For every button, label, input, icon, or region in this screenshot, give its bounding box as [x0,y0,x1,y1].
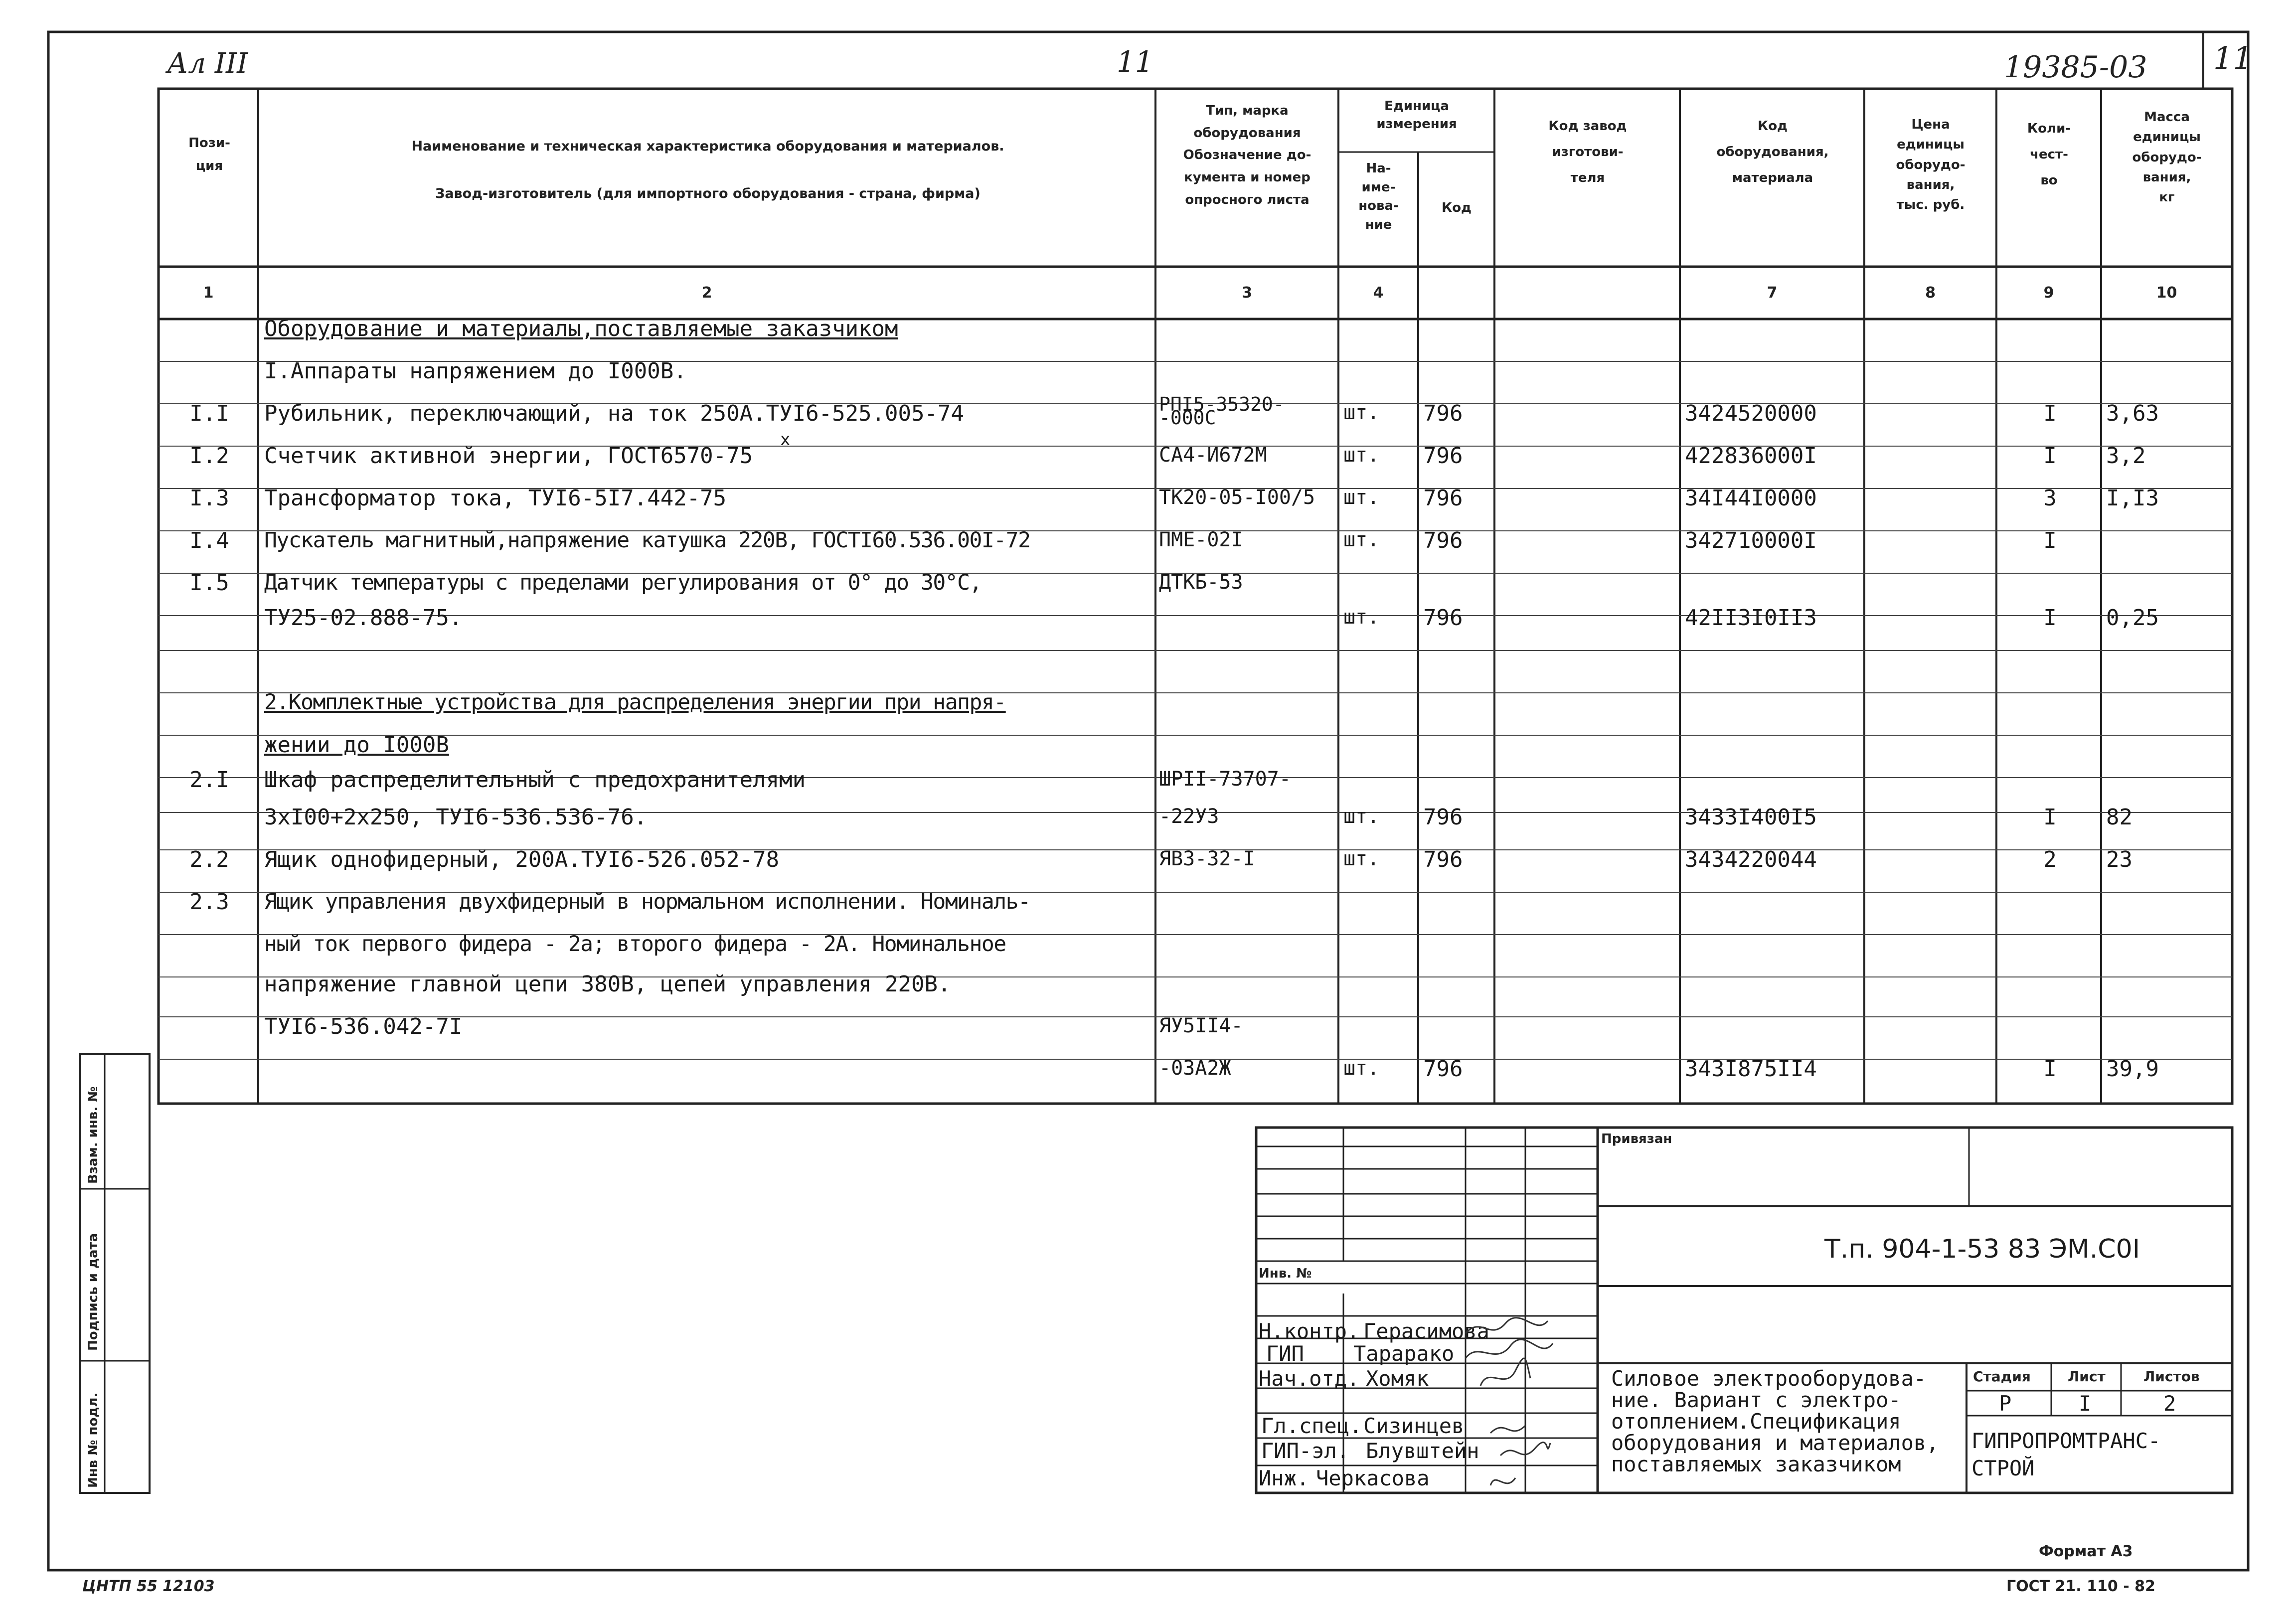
sheet-value: I [2079,1391,2092,1416]
cell-mat: 422836000I [1685,443,1817,469]
sheets-value: 2 [2163,1391,2176,1416]
doc-code: 19385-03 [2004,50,2147,85]
cell-qty: 2 [2043,847,2057,872]
inv-label: Инв. № [1259,1266,1312,1281]
header-type: Тип, марка оборудования Обозначение до- кумента и номер опросного листа [1183,103,1312,207]
cell-mat: 42II3I0II3 [1685,605,1817,631]
signer-role-2: Нач.отд. [1259,1366,1360,1391]
sheet-number: 11 [2213,40,2253,76]
bound-label: Привязан [1601,1132,1672,1146]
stamp-inv-replace: Взам. инв. № [86,1086,101,1184]
signer-name-2: Хомяк [1366,1366,1429,1391]
cell-name: Ящик однофидерный, 200А.ТУI6-526.052-78 [264,847,780,872]
cell-mass: 82 [2106,805,2132,830]
cell-code: 796 [1423,486,1463,511]
header-maker-code: Код завод изготови- теля [1548,119,1627,185]
sheet-mid-mark: 11 [1117,45,1153,79]
cell-code: 796 [1423,401,1463,426]
signer-name-3: Сизинцев [1363,1414,1465,1438]
org-line-2: СТРОЙ [1971,1456,2035,1480]
cell-pos: 2.I [189,767,229,793]
cell-name: Оборудование и материалы,поставляемые заказчиком [264,316,898,341]
cell-type: ТК20-05-I00/5 [1159,486,1315,509]
cell-unit: шт. [1343,528,1380,551]
title-line-1: ние. Вариант с электро- [1611,1388,1901,1412]
signer-role-3: Гл.спец. [1261,1414,1362,1438]
stage-label: Стадия [1973,1368,2031,1385]
signer-name-1: Тарарако [1353,1341,1455,1366]
cell-unit: шт. [1343,606,1380,629]
signer-name-4: Блувштейн [1366,1439,1479,1463]
header-mass: Масса единицы оборудо- вания, кг [2132,110,2202,205]
title-line-3: оборудования и материалов, [1611,1431,1939,1455]
cell-name: напряжение главной цепи 380В, цепей управления 220В. [264,971,951,997]
cell-code: 796 [1423,605,1463,631]
stamp-inv-orig: Инв № подл. [86,1392,101,1488]
cell-pos: I.5 [189,570,229,596]
sheet-left-mark: Ал III [167,47,248,80]
cell-code: 796 [1423,805,1463,830]
cell-name: 3хI00+2х250, ТУI6-536.536-76. [264,805,648,830]
cell-unit: шт. [1343,401,1380,424]
colnum-4: 4 [1373,284,1384,302]
colnum-8: 8 [1925,284,1936,302]
cell-mass: I,I3 [2106,486,2159,511]
cell-name: 2.Комплектные устройства для распределения энергии при напря- [264,690,1006,715]
stamp-sign-date: Подпись и дата [86,1233,101,1351]
cell-mat: 34I44I0000 [1685,486,1817,511]
cell-type: ЯВЗ-32-I [1159,847,1255,870]
cell-type: -22У3 [1159,805,1219,828]
cell-pos: I.4 [189,528,229,553]
cell-pos: I.I [189,401,229,426]
cell-type: ШРII-73707- [1159,768,1291,791]
cell-qty: 3 [2043,486,2057,511]
cell-mass: 39,9 [2106,1056,2159,1082]
signer-role-0: Н.контр. [1259,1319,1360,1343]
cell-unit: шт. [1343,486,1380,509]
cell-code: 796 [1423,1056,1463,1082]
signer-role-4: ГИП-эл. [1261,1439,1350,1463]
cell-type: СА4-И672М [1159,444,1267,467]
signer-role-1: ГИП [1266,1341,1304,1366]
cell-name: Ящик управления двухфидерный в нормальном исполнении. Номиналь- [264,889,1030,914]
cell-type: ПМЕ-02I [1159,528,1243,551]
colnum-3: 3 [1242,284,1252,302]
header-unit-name: На- име- нова- ние [1358,161,1399,233]
cell-qty: I [2043,443,2057,469]
cell-mat: 3424520000 [1685,401,1817,426]
header-material-code: Код оборудования, материала [1716,119,1829,185]
cell-name: ный ток первого фидера - 2а; второго фидера - 2А. Номинальное [264,932,1006,957]
sheet-label: Лист [2068,1368,2106,1385]
cell-code: 796 [1423,847,1463,872]
footer-gost: ГОСТ 21. 110 - 82 [2006,1578,2155,1595]
signatures-image [1461,1311,1610,1495]
cell-name: I.Аппараты напряжением до I000В. [264,358,687,384]
cell-name: Рубильник, переключающий, на ток 250А.ТУI6-525.005-74 [264,401,964,426]
cell-mass: 23 [2106,847,2132,872]
header-price: Цена единицы оборудо- вания, тыс. руб. [1896,117,1966,213]
cell-footnote-mark: х [780,430,791,450]
cell-code: 796 [1423,528,1463,553]
cell-mass: 3,2 [2106,443,2146,469]
cell-mat: 342710000I [1685,528,1817,553]
cell-qty: I [2043,401,2057,426]
cell-type: РПI5-35320- -000С [1159,393,1285,429]
header-position: Пози- ция [188,136,230,173]
sheets-label: Листов [2143,1368,2200,1385]
cell-unit: шт. [1343,1057,1380,1080]
header-name: Наименование и техническая характеристика оборудования и материалов. Завод-изготовитель (для импортного оборудования - страна, фирма) [411,139,1004,201]
cell-qty: I [2043,528,2057,553]
cell-mat: 3434220044 [1685,847,1817,872]
footer-format: Формат А3 [2039,1543,2133,1560]
title-line-4: поставляемых заказчиком [1611,1452,1901,1476]
signer-name-5: Черкасова [1316,1466,1430,1490]
cell-type: ЯУ5II4- [1159,1014,1243,1037]
colnum-2: 2 [701,284,712,302]
colnum-7: 7 [1767,284,1778,302]
cell-name: ТУ25-02.888-75. [264,605,463,631]
cell-name: Пускатель магнитный,напряжение катушка 220В, ГОСТI60.536.00I-72 [264,528,1030,553]
cell-mat: 343I875II4 [1685,1056,1817,1082]
cell-pos: I.3 [189,486,229,511]
colnum-9: 9 [2043,284,2054,302]
cell-name: жении до I000В [264,732,449,758]
cell-mass: 3,63 [2106,401,2159,426]
signer-role-5: Инж. [1259,1466,1310,1490]
cell-qty: I [2043,605,2057,631]
cell-pos: 2.3 [189,889,229,915]
cell-type: ДТКБ-53 [1159,571,1243,594]
cell-unit: шт. [1343,847,1380,870]
cell-mass: 0,25 [2106,605,2159,631]
cell-mat: 3433I400I5 [1685,805,1817,830]
title-line-0: Силовое электрооборудова- [1611,1366,1927,1391]
cell-qty: I [2043,805,2057,830]
footer-left: ЦНТП 55 12103 [82,1578,215,1595]
colnum-10: 10 [2156,284,2177,302]
cell-code: 796 [1423,443,1463,469]
cell-name: Шкаф распределительный с предохранителями [264,767,806,793]
doc-designation: Т.п. 904-1-53 83 ЭМ.С0I [1824,1234,2140,1264]
org-line-1: ГИПРОПРОМТРАНС- [1971,1429,2161,1453]
header-unit-code: Код [1441,200,1472,215]
cell-unit: шт. [1343,805,1380,828]
cell-pos: 2.2 [189,847,229,872]
cell-name: Датчик температуры с пределами регулирования от 0° до 30°С, [264,570,982,595]
header-quantity: Коли- чест- во [2027,121,2071,188]
cell-type: -03А2Ж [1159,1057,1231,1080]
cell-qty: I [2043,1056,2057,1082]
cell-unit: шт. [1343,444,1380,467]
colnum-1: 1 [203,284,214,302]
stage-value: Р [1999,1391,2012,1416]
cell-name: Трансформатор тока, ТУI6-5I7.442-75 [264,486,727,511]
cell-name: Счетчик активной энергии, ГОСТ6570-75 [264,443,753,469]
title-line-2: отоплением.Спецификация [1611,1409,1901,1434]
signer-name-0: Герасимова [1363,1319,1489,1343]
cell-name: ТУI6-536.042-7I [264,1014,463,1039]
cell-pos: I.2 [189,443,229,469]
header-unit-group: Единица измерения [1376,99,1457,132]
